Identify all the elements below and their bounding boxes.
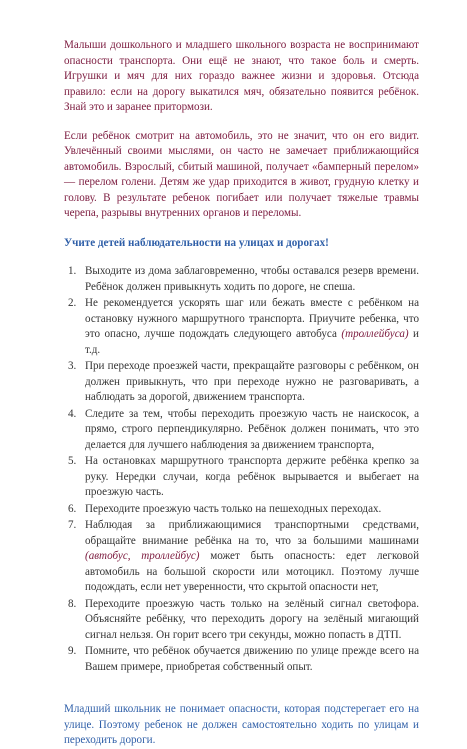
rule-number: 9. [68,645,77,657]
intro-paragraph: Малыши дошкольного и младшего школьного возраста не воспринимают опасности транспорта. Они ещё не знают, что такое боль и смерть. Игрушки и мяч для них гораздо важнее жизни и здоровья. Отсюда правило: если на дорогу выкатился мяч, обязательно появится ребёнок. Знай это и заранее притормози. [64,39,419,113]
rule-text: Выходите из дома заблаговременно, чтобы оставался резерв времени. Ребёнок должен привыкнуть ходить по дороге, не спеша. [85,265,419,293]
rule-item [64,454,419,501]
rule-item [64,518,419,596]
rule-item [64,296,419,358]
rule-number: 4. [68,407,77,420]
rules-list [64,264,419,675]
rule-number: 5. [68,455,77,467]
rule-number: 8. [68,597,77,610]
rule-text: На остановках маршрутного транспорта держите ребёнка крепко за руку. Нередки случаи, когда ребёнок вырывается и выбегает на проезжую часть. [85,455,419,498]
rule-text-part: Наблюдая за приближающимися транспортными средствами, обращайте внимание ребёнка на то, что за большими машинами [85,519,419,547]
rule-text [85,518,419,596]
rule-number: 6. [68,502,77,515]
rule-number: 3. [68,360,77,372]
rule-number: 2. [68,297,77,309]
rule-number: 7. [68,519,77,531]
rule-item [64,264,419,295]
rule-text [85,296,419,358]
rule-emphasis: (автобус, троллейбус) [85,550,200,562]
rule-item [64,502,419,518]
section-heading: Учите детей наблюдательности на улицах и дорогах! [64,236,329,249]
rule-item [64,359,419,406]
rule-text: Переходите проезжую часть только на зелёный сигнал светофора. Объясняйте ребёнку, что переходить дорогу на зелёный мигающий сигнал нельзя. Он горит всего три секунды, можно попасть в ДТП. [85,597,419,641]
rule-text: Помните, что ребёнок обучается движению по улице прежде всего на Вашем примере, приобретая собственный опыт. [85,645,419,673]
rule-number: 1. [68,265,77,277]
closing-paragraph: Младший школьник не понимает опасности, которая подстерегает его на улице. Поэтому ребенок не должен самостоятельно ходить по улицам и переходить дороги. [64,703,419,746]
rule-text-part: Не рекомендуется ускорять шаг или бежать вместе с ребёнком на остановку нужного маршрутного транспорта. Приучите ребенка, что это опасно, лучше подождать следующего автобуса [85,297,419,340]
rule-text: Переходите проезжую часть только на пешеходных переходах. [85,502,382,515]
rule-text-part: может быть опасность: едет легковой автомобиль на большой скорости или мотоцикл. Поэтому лучше подождать, если нет уверенности, что скрытой опасности нет, [85,550,420,593]
rule-emphasis: (троллейбуса) [341,328,409,340]
rule-item [64,597,419,644]
injury-paragraph: Если ребёнок смотрит на автомобиль, это не значит, что он его видит. Увлечённый своими мыслями, он часто не замечает приближающийся автомобиль. Взрослый, сбитый машиной, получает «бамперный перелом» — перелом голени. Детям же удар приходится в живот, грудную клетку и голову. В результате ребенок погибает или получает тяжелые травмы черепа, разрывы внутренних органов и переломы. [64,129,419,219]
rule-text: Следите за тем, чтобы переходить проезжую часть не наискосок, а прямо, строго перпендикулярно. Ребёнок должен понимать, что это делается для лучшего наблюдения за движением транспорта, [85,407,419,451]
rule-text: При переходе проезжей части, прекращайте разговоры с ребёнком, он должен привыкнуть, что при переходе нужно не разговаривать, а наблюдать за дорогой, движением транспорта. [85,360,419,403]
rule-item [64,407,419,454]
rule-text-part: и т.д. [85,328,419,356]
